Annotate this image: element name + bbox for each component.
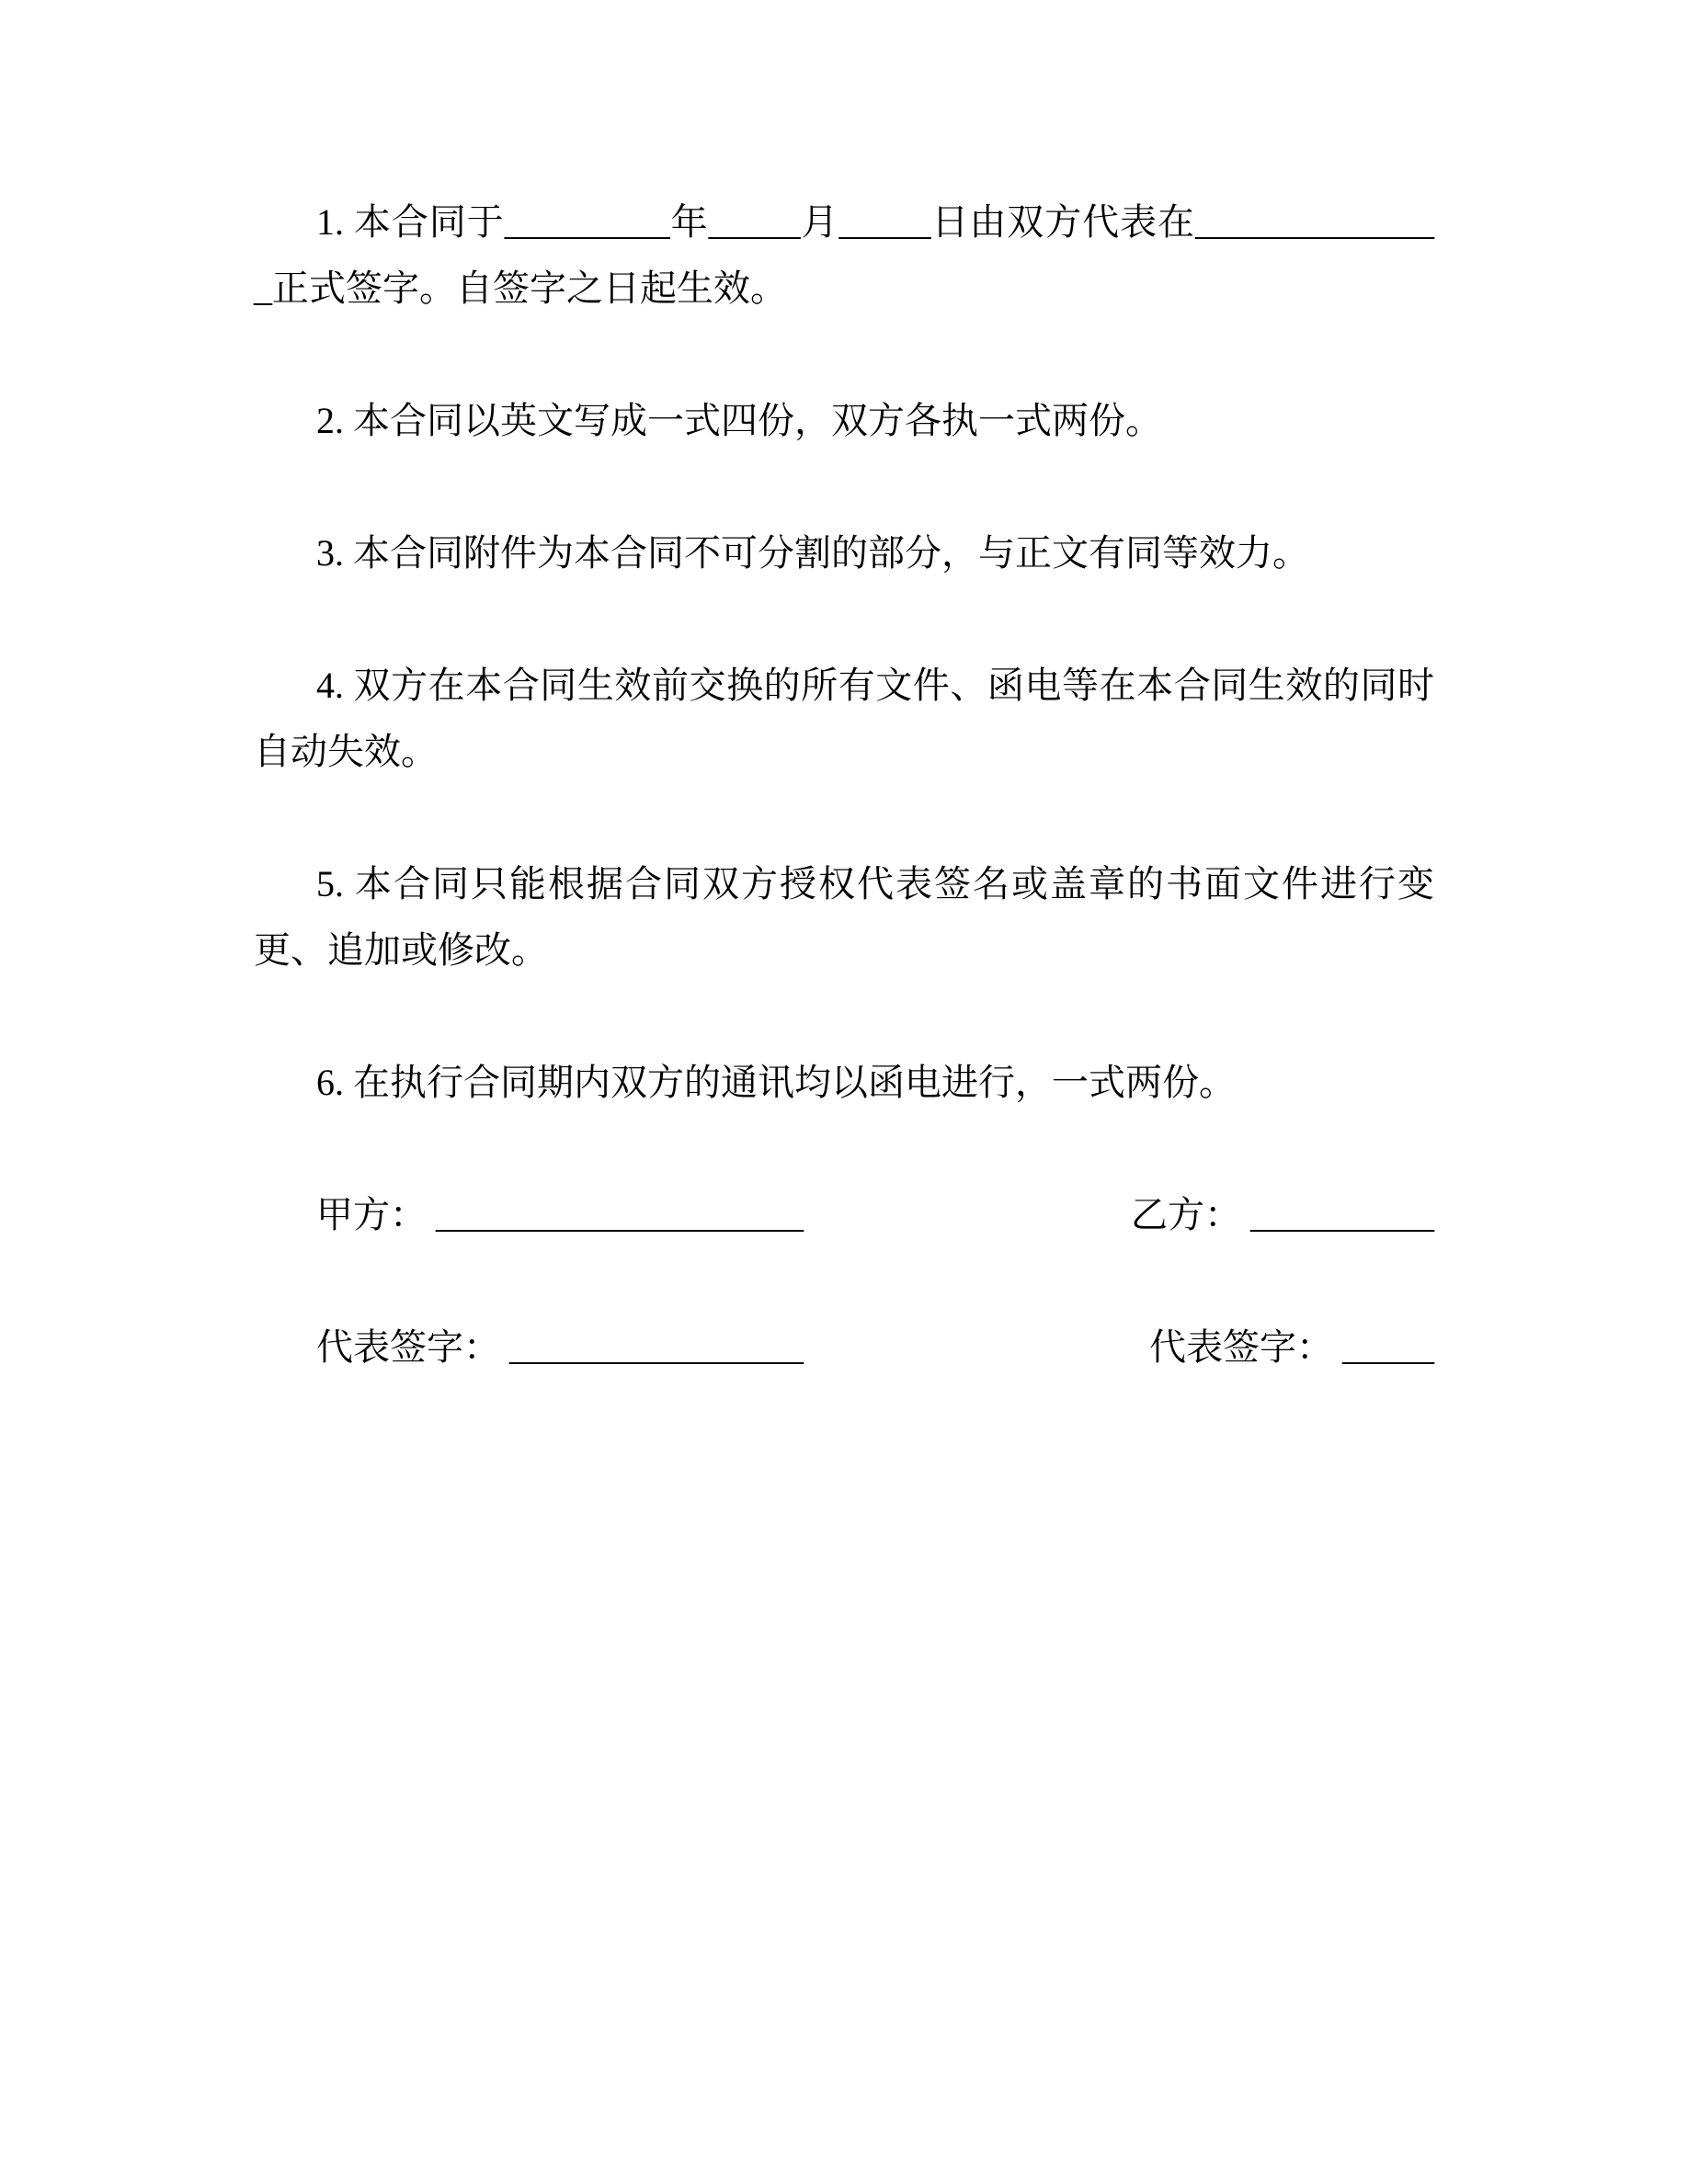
party-a-signature-line: 甲方： ____________________ <box>316 1194 804 1235</box>
clause-1-signing-date: 1. 本合同于_________年_____月_____日由双方代表在______________正式签字。自签字之日起生效。 <box>254 201 1434 309</box>
clause-2-copies: 2. 本合同以英文写成一式四份，双方各执一式两份。 <box>316 400 1162 441</box>
clause-5-amendments: 5. 本合同只能根据合同双方授权代表签名或盖章的书面文件进行变更、追加或修改。 <box>254 863 1434 971</box>
clause-4-prior-documents: 4. 双方在本合同生效前交换的所有文件、函电等在本合同生效的同时自动失效。 <box>254 665 1434 772</box>
representative-b-signature-line: 代表签字： _____ <box>1149 1326 1434 1368</box>
clause-3-annexes: 3. 本合同附件为本合同不可分割的部分，与正文有同等效力。 <box>316 532 1309 574</box>
clause-6-correspondence: 6. 在执行合同期内双方的通讯均以函电进行，一式两份。 <box>316 1062 1236 1103</box>
signature-row-representatives <box>254 1314 1434 1381</box>
party-b-signature-line: 乙方： __________ <box>1131 1194 1434 1235</box>
signature-row-parties <box>254 1182 1434 1248</box>
representative-a-signature-line: 代表签字： ________________ <box>316 1326 804 1368</box>
